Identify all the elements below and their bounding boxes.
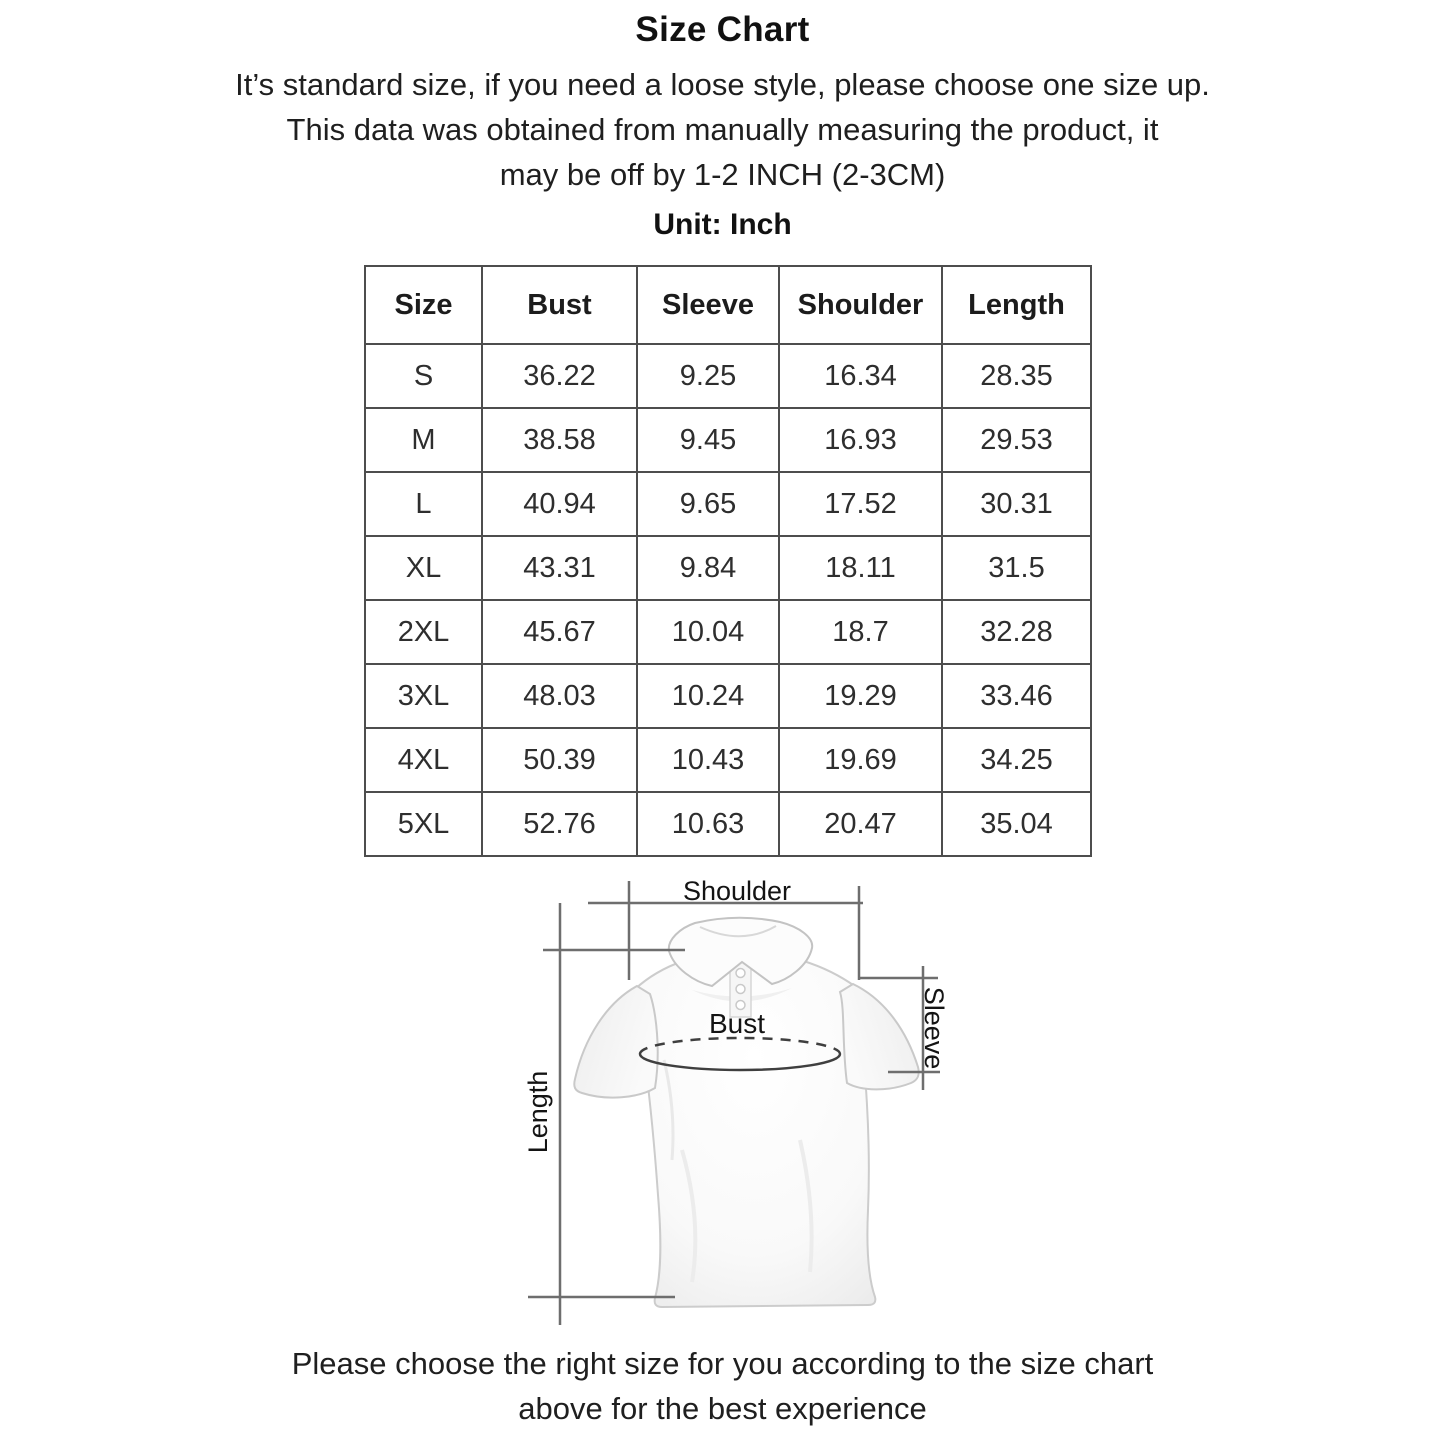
size-cell: 5XL (365, 792, 482, 856)
size-cell: L (365, 472, 482, 536)
length-cell: 33.46 (942, 664, 1091, 728)
table-row-m (365, 408, 1091, 472)
shoulder-cell: 17.52 (779, 472, 942, 536)
shoulder-cell: 20.47 (779, 792, 942, 856)
intro-line-1: It’s standard size, if you need a loose style, please choose one size up. (235, 67, 1210, 102)
length-cell: 30.31 (942, 472, 1091, 536)
intro-text (0, 62, 1445, 197)
size-cell: 2XL (365, 600, 482, 664)
button-icon (736, 969, 745, 978)
length-cell: 32.28 (942, 600, 1091, 664)
shoulder-cell: 18.7 (779, 600, 942, 664)
shoulder-cell: 16.34 (779, 344, 942, 408)
shoulder-cell: 18.11 (779, 536, 942, 600)
length-cell: 35.04 (942, 792, 1091, 856)
length-measure-label: Length (523, 1070, 553, 1154)
column-header-length: Length (942, 266, 1091, 344)
sleeve-cell: 10.43 (637, 728, 779, 792)
page-title: Size Chart (635, 10, 810, 49)
sleeve-measure-label: Sleeve (919, 986, 949, 1070)
shoulder-measure-label: Shoulder (682, 876, 792, 906)
length-cell: 34.25 (942, 728, 1091, 792)
unit-label: Unit: Inch (653, 208, 792, 241)
column-header-sleeve: Sleeve (637, 266, 779, 344)
sleeve-cell: 10.63 (637, 792, 779, 856)
bust-cell: 48.03 (482, 664, 637, 728)
footer-line-1: Please choose the right size for you according to the size chart (291, 1346, 1154, 1381)
bust-cell: 36.22 (482, 344, 637, 408)
sleeve-cell: 9.25 (637, 344, 779, 408)
sleeve-cell: 10.04 (637, 600, 779, 664)
table-row-l (365, 472, 1091, 536)
footer-line-2: above for the best experience (518, 1391, 927, 1426)
bust-cell: 50.39 (482, 728, 637, 792)
table-row-s (365, 344, 1091, 408)
size-cell: XL (365, 536, 482, 600)
bust-cell: 45.67 (482, 600, 637, 664)
table-row-3xl (365, 664, 1091, 728)
intro-line-2: This data was obtained from manually measuring the product, it (286, 112, 1159, 147)
sleeve-cell: 9.84 (637, 536, 779, 600)
length-cell: 28.35 (942, 344, 1091, 408)
size-cell: 3XL (365, 664, 482, 728)
size-cell: 4XL (365, 728, 482, 792)
table-header-row (365, 266, 1091, 344)
shoulder-cell: 19.29 (779, 664, 942, 728)
bust-cell: 52.76 (482, 792, 637, 856)
size-table (364, 265, 1092, 857)
size-cell: S (365, 344, 482, 408)
button-icon (736, 985, 745, 994)
bust-measure-label: Bust (708, 1008, 766, 1039)
sleeve-cell: 9.45 (637, 408, 779, 472)
intro-line-3: may be off by 1-2 INCH (2-3CM) (499, 157, 946, 192)
table-row-5xl (365, 792, 1091, 856)
column-header-shoulder: Shoulder (779, 266, 942, 344)
table-row-xl (365, 536, 1091, 600)
shirt-shape (574, 918, 918, 1307)
column-header-bust: Bust (482, 266, 637, 344)
sleeve-cell: 10.24 (637, 664, 779, 728)
table-row-4xl (365, 728, 1091, 792)
bust-cell: 43.31 (482, 536, 637, 600)
shoulder-cell: 19.69 (779, 728, 942, 792)
length-cell: 29.53 (942, 408, 1091, 472)
column-header-size: Size (365, 266, 482, 344)
bust-cell: 38.58 (482, 408, 637, 472)
shoulder-cell: 16.93 (779, 408, 942, 472)
bust-cell: 40.94 (482, 472, 637, 536)
sleeve-cell: 9.65 (637, 472, 779, 536)
length-cell: 31.5 (942, 536, 1091, 600)
footer-note (0, 1341, 1445, 1431)
table-row-2xl (365, 600, 1091, 664)
size-cell: M (365, 408, 482, 472)
